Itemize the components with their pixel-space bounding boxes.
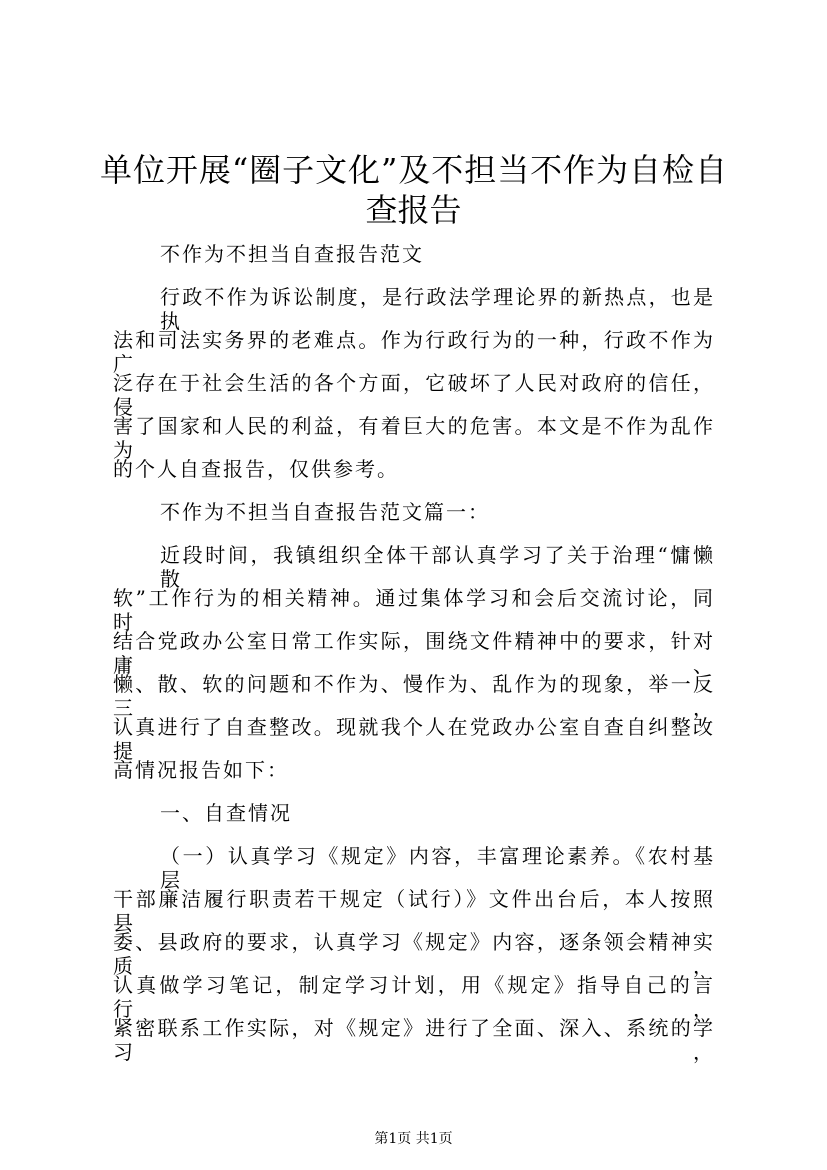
text-line: （一）认真学习《规定》内容，丰富理论素养。《农村基层 <box>160 844 715 892</box>
text-line: 高情况报告如下： <box>113 758 289 782</box>
text-line: 一、自查情况 <box>160 801 292 825</box>
text-line: 委、县政府的要求，认真学习《规定》内容，逐条领会精神实质， <box>113 930 715 978</box>
text-line: 的个人自查报告，仅供参考。 <box>113 457 399 481</box>
text-line: 认真做学习笔记，制定学习计划，用《规定》指导自己的言行， <box>113 973 715 1021</box>
text-line: 不作为不担当自查报告范文篇一： <box>160 500 490 524</box>
title-line: 查报告 <box>365 191 462 229</box>
text-line: 紧密联系工作实际，对《规定》进行了全面、深入、系统的学习， <box>113 1016 715 1064</box>
title-line: 单位开展“圈子文化”及不担当不作为自检自 <box>100 151 727 189</box>
text-line: 泛存在于社会生活的各个方面，它破坏了人民对政府的信任，侵 <box>113 371 715 419</box>
text-line: 害了国家和人民的利益，有着巨大的危害。本文是不作为乱作为 <box>113 414 715 462</box>
text-line: 懒、散、软的问题和不作为、慢作为、乱作为的现象，举一反三， <box>113 672 715 720</box>
text-line: 结合党政办公室日常工作实际，围绕文件精神中的要求，针对庸、 <box>113 629 715 677</box>
text-line: 软”工作行为的相关精神。通过集体学习和会后交流讨论，同时 <box>113 586 715 634</box>
text-line: 认真进行了自查整改。现就我个人在党政办公室自查自纠整改提 <box>113 715 715 763</box>
text-line: 法和司法实务界的老难点。作为行政行为的一种，行政不作为广 <box>113 328 715 376</box>
text-line: 行政不作为诉讼制度，是行政法学理论界的新热点，也是执 <box>160 285 715 333</box>
text-line: 干部廉洁履行职责若干规定（试行）》文件出台后，本人按照县 <box>113 887 715 935</box>
page-footer: 第1页 共1页 <box>374 1131 453 1147</box>
text-line: 近段时间，我镇组织全体干部认真学习了关于治理“慵懒散 <box>160 543 715 591</box>
text-line: 不作为不担当自查报告范文 <box>160 242 424 266</box>
